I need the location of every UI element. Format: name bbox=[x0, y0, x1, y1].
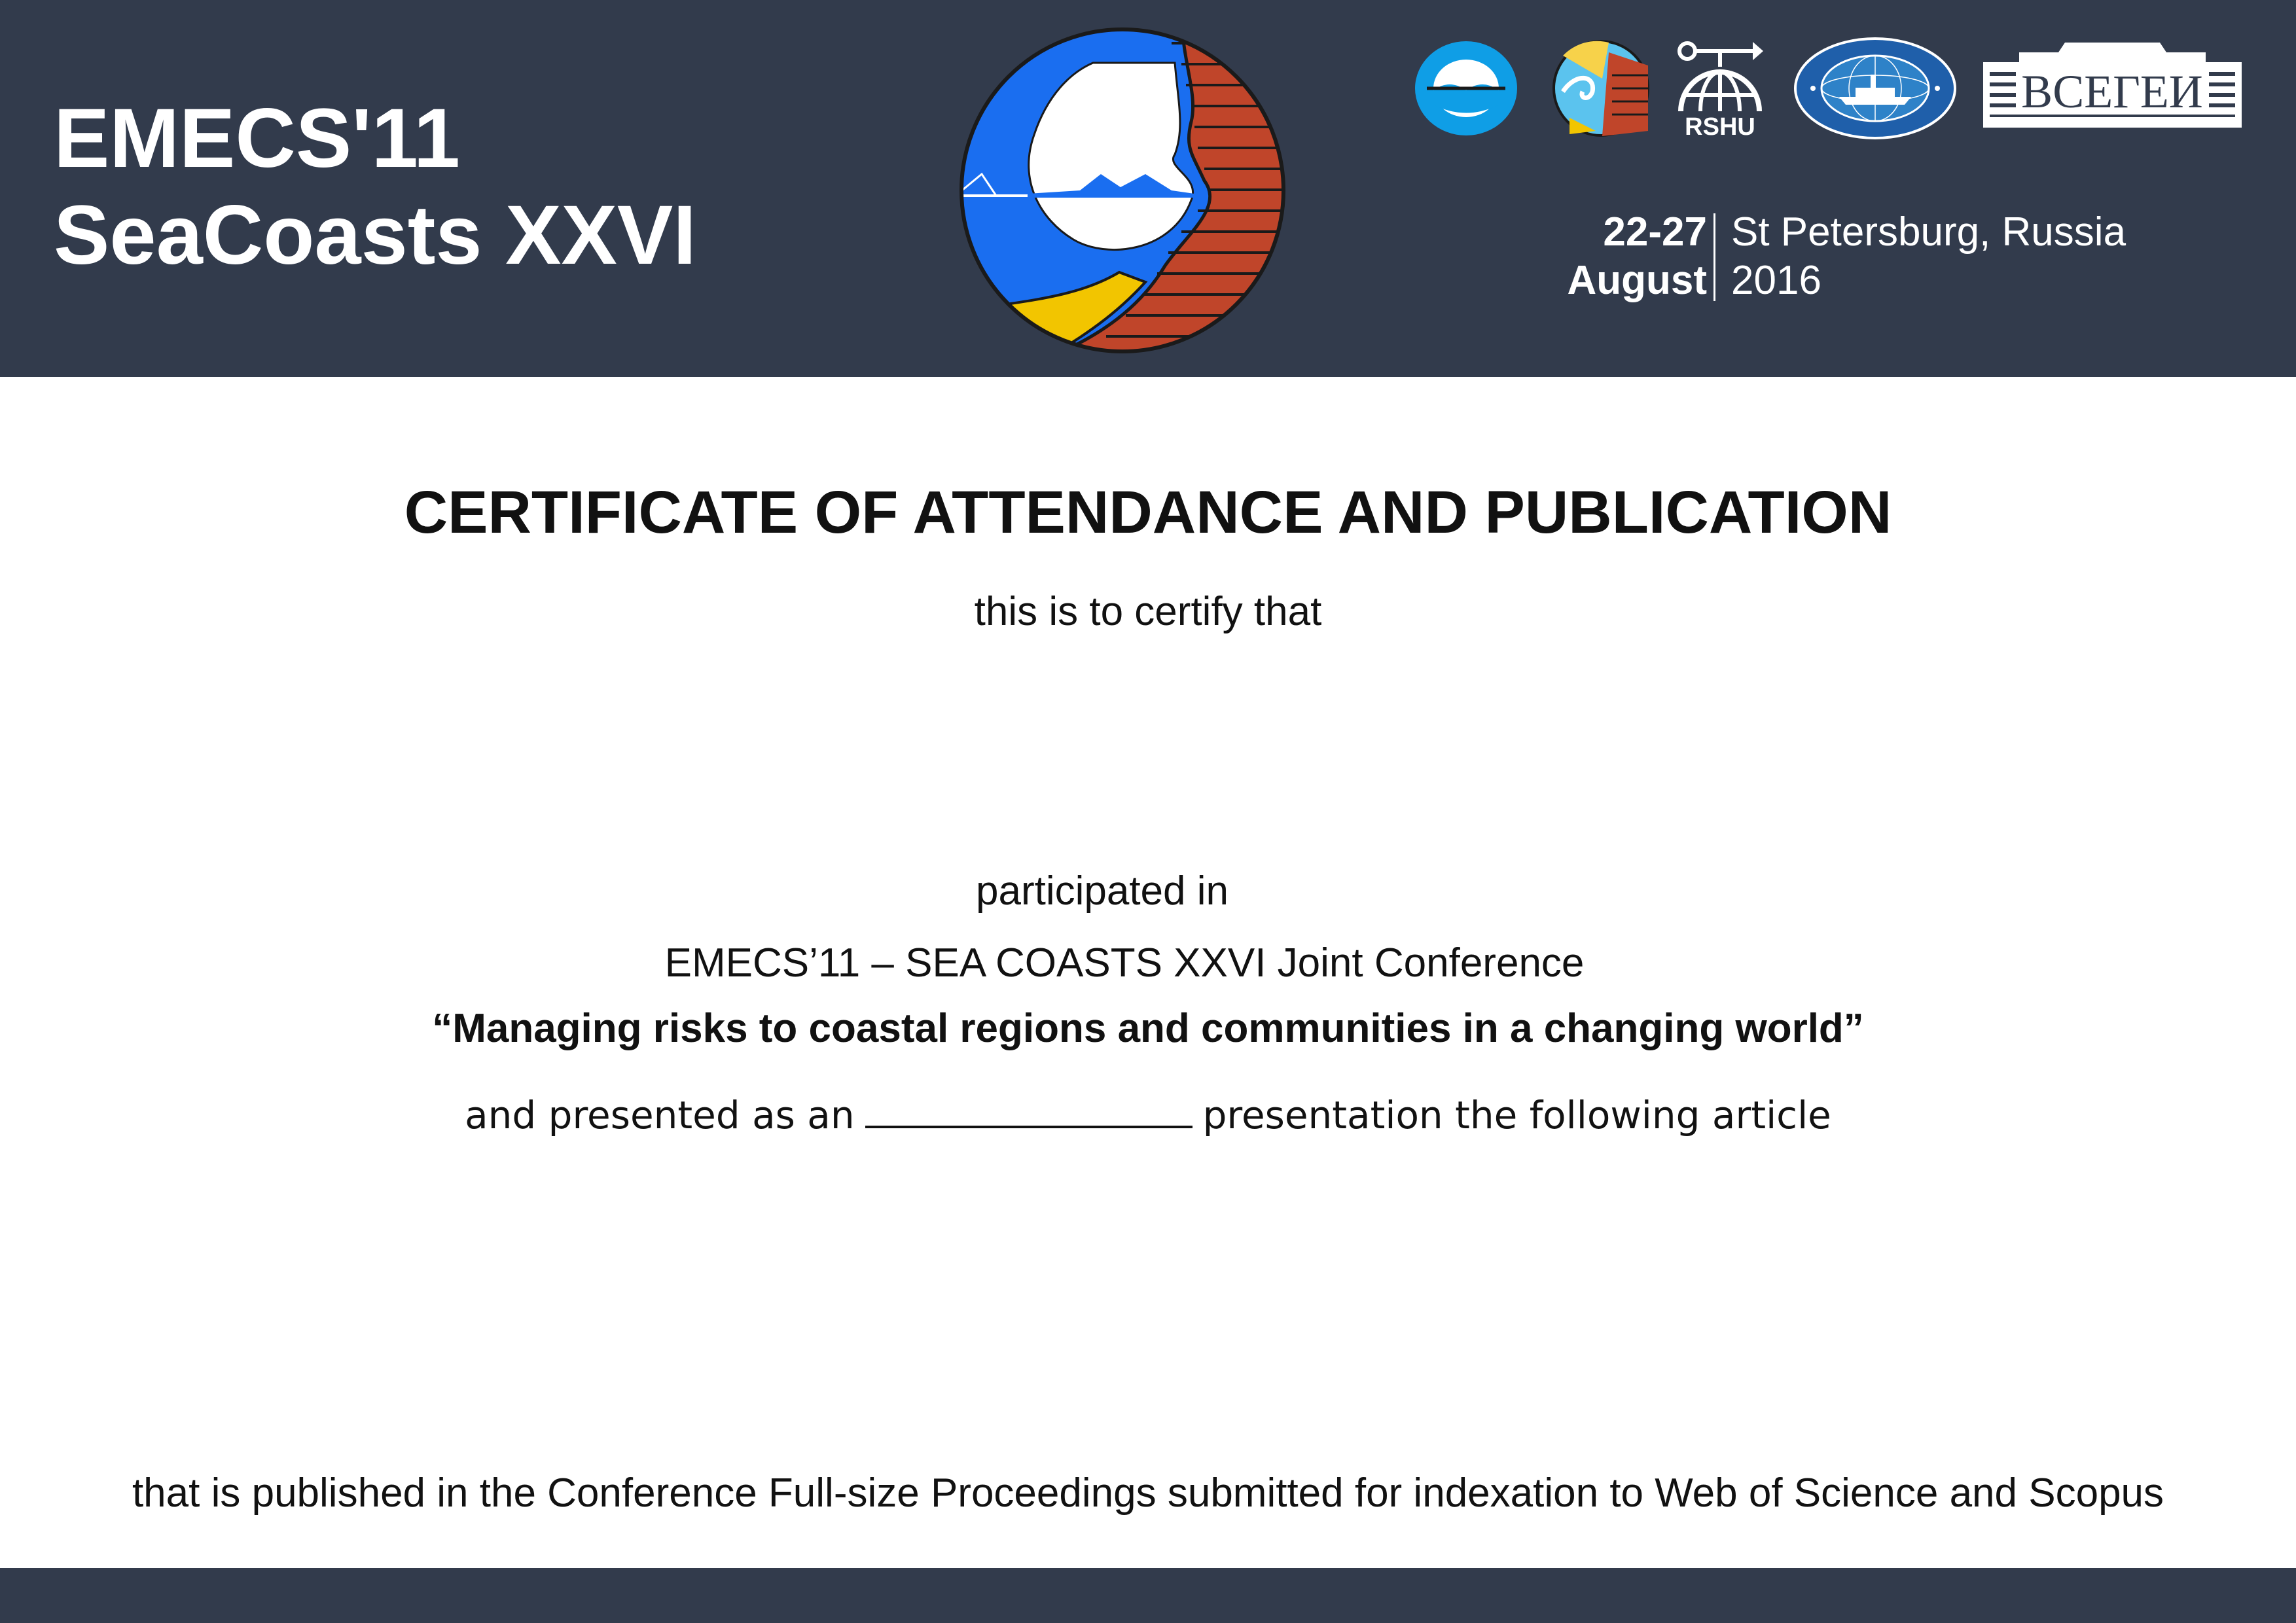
published-text: that is published in the Conference Full-size Proceedings submitted for indexation to Web of Science and Scopus bbox=[132, 1471, 2164, 1516]
participated-text: participated in bbox=[975, 868, 1229, 914]
event-venue bbox=[1731, 208, 2126, 305]
certify-text: this is to certify that bbox=[974, 589, 1322, 634]
conference-title-line1: EMECS'11 bbox=[54, 92, 460, 185]
oceanology-institute-logo-icon bbox=[1793, 37, 1957, 140]
conference-theme: “Managing risks to coastal regions and communities in a changing world” bbox=[432, 1006, 1864, 1051]
header-banner bbox=[0, 0, 2296, 377]
presented-suffix: presentation the following article bbox=[1202, 1093, 1831, 1137]
vsegei-logo-icon bbox=[1980, 39, 2245, 131]
certificate-title: CERTIFICATE OF ATTENDANCE AND PUBLICATION bbox=[404, 479, 1892, 546]
rshu-logo-text: RSHU bbox=[1685, 113, 1755, 137]
conference-title bbox=[54, 90, 696, 284]
conference-name: EMECS’11 – SEA COASTS XXVI Joint Conference bbox=[664, 940, 1585, 986]
presented-prefix: and presented as an bbox=[465, 1093, 855, 1137]
event-dates bbox=[1512, 208, 1707, 305]
rshu-logo-icon bbox=[1674, 39, 1766, 137]
presented-line bbox=[0, 1089, 2296, 1141]
date-range: 22-27 bbox=[1603, 209, 1707, 255]
date-month: August bbox=[1567, 258, 1707, 303]
wave-circle-logo-icon bbox=[1414, 39, 1518, 137]
venue-year: 2016 bbox=[1731, 258, 1821, 303]
conference-title-line2: SeaCoasts XXVI bbox=[54, 188, 696, 282]
ocean-sun-logo-icon bbox=[1550, 39, 1652, 137]
presentation-type-blank bbox=[865, 1093, 1193, 1128]
footer-bar bbox=[0, 1568, 2296, 1623]
venue-city: St Petersburg, Russia bbox=[1731, 209, 2126, 255]
date-divider bbox=[1713, 213, 1715, 301]
vsegei-logo-text: ВСЕГЕИ bbox=[2021, 65, 2203, 118]
emecs-logo-icon bbox=[949, 24, 1296, 357]
